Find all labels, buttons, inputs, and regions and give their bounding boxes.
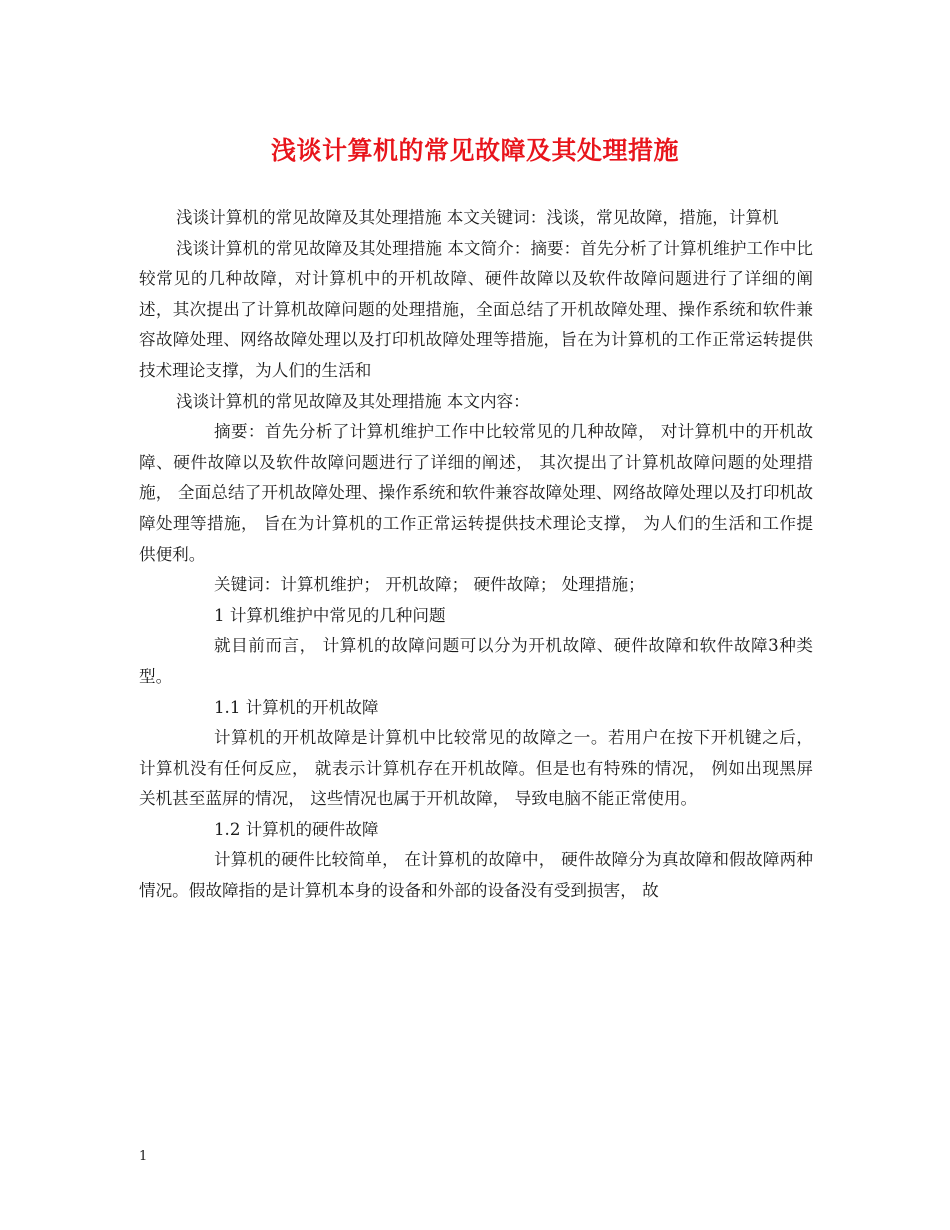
page-number: 1 — [139, 1149, 148, 1164]
paragraph-section-1-2: 计算机的硬件比较简单， 在计算机的故障中， 硬件故障分为真故障和假故障两种情况。假故障指的是计算机本身的设备和外部的设备没有受到损害， 故 — [139, 850, 813, 901]
paragraph-abstract: 摘要：首先分析了计算机维护工作中比较常见的几种故障， 对计算机中的开机故障、硬件故障以及软件故障问题进行了详细的阐述， 其次提出了计算机故障问题的处理措施， 全面总结了开机故障处理、操作系统和软件兼容故障处理、网络故障处理以及打印机故障处理等措施， 旨在为计算机的工作正常运转提供技术理论支撑， 为人们的生活和工作提供便利。 — [139, 422, 813, 564]
section-heading-1-1: 1.1 计算机的开机故障 — [214, 697, 379, 717]
paragraph-keywords-intro: 浅谈计算机的常见故障及其处理措施 本文关键词：浅谈，常见故障，措施，计算机 — [176, 208, 779, 227]
paragraph-section-1-1: 计算机的开机故障是计算机中比较常见的故障之一。若用户在按下开机键之后， 计算机没有任何反应， 就表示计算机存在开机故障。但是也有特殊的情况， 例如出现黑屏关机甚至蓝屏的情况， 这些情况也属于开机故障， 导致电脑不能正常使用。 — [139, 728, 813, 809]
document-body — [139, 203, 813, 907]
section-heading-1: 1 计算机维护中常见的几种问题 — [214, 605, 446, 625]
section-heading-1-2: 1.2 计算机的硬件故障 — [214, 819, 379, 839]
paragraph-summary-intro: 浅谈计算机的常见故障及其处理措施 本文简介：摘要：首先分析了计算机维护工作中比较常见的几种故障，对计算机中的开机故障、硬件故障以及软件故障问题进行了详细的阐述，其次提出了计算机故障问题的处理措施，全面总结了开机故障处理、操作系统和软件兼容故障处理、网络故障处理以及打印机故障处理等措施，旨在为计算机的工作正常运转提供技术理论支撑，为人们的生活和 — [139, 238, 813, 380]
paragraph-section-1: 就目前而言， 计算机的故障问题可以分为开机故障、硬件故障和软件故障3种类型。 — [139, 636, 813, 686]
paragraph-content-intro: 浅谈计算机的常见故障及其处理措施 本文内容： — [176, 391, 530, 411]
document-title: 浅谈计算机的常见故障及其处理措施 — [270, 136, 679, 165]
paragraph-keywords: 关键词：计算机维护； 开机故障； 硬件故障； 处理措施； — [214, 575, 645, 595]
